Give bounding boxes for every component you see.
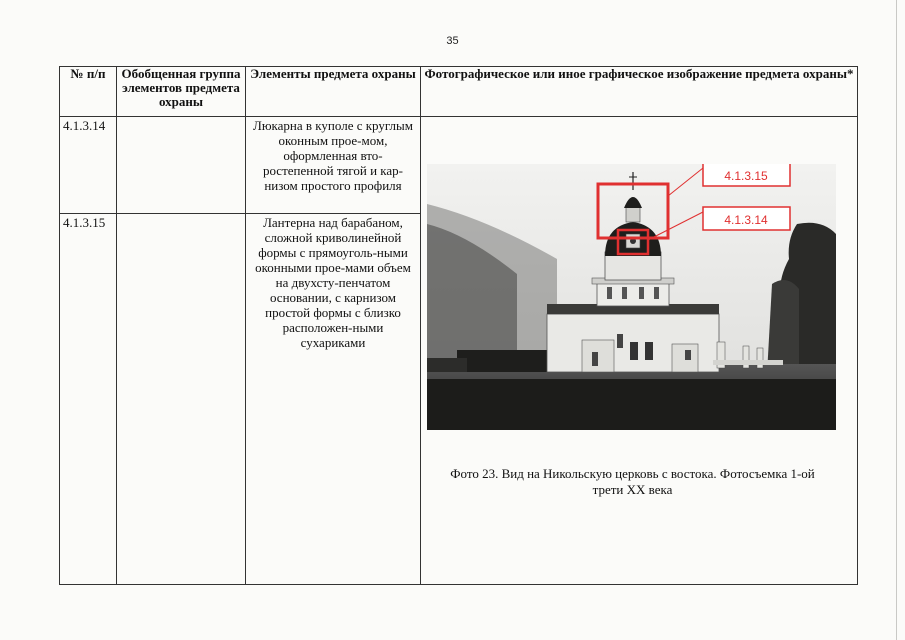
callout-label-4-1-3-15: 4.1.3.15 <box>724 169 768 183</box>
scan-edge-line <box>896 0 897 640</box>
row-group <box>117 214 246 585</box>
row-group <box>117 117 246 214</box>
header-photo: Фотографическое или иное графическое изображение предмета охраны* <box>421 67 858 117</box>
row-elements: Лантерна над барабаном, сложной криволинейной формы с прямоуголь-ными оконными прое-мами объем на двухсту-пенчатом основании, с карнизом простой формы с близко расположен-ными сухариками <box>246 214 421 585</box>
header-group: Обобщенная группа элементов предмета охраны <box>117 67 246 117</box>
protection-elements-table <box>59 66 858 585</box>
table-row <box>60 117 858 214</box>
header-elements: Элементы предмета охраны <box>246 67 421 117</box>
photo-cell <box>421 117 858 585</box>
church-photo <box>427 164 836 430</box>
table-header-row <box>60 67 858 117</box>
row-elements: Люкарна в куполе с круглым оконным прое-мом, оформленная вто-ростепенной тягой и кар-низом простого профиля <box>246 117 421 214</box>
header-num: № п/п <box>60 67 117 117</box>
row-number: 4.1.3.14 <box>60 117 117 214</box>
row-number: 4.1.3.15 <box>60 214 117 585</box>
page-number: 35 <box>446 35 459 47</box>
callout-label-4-1-3-14: 4.1.3.14 <box>724 213 768 227</box>
photo-caption: Фото 23. Вид на Никольскую церковь с востока. Фотосъемка 1-ой трети XX века <box>450 466 815 497</box>
